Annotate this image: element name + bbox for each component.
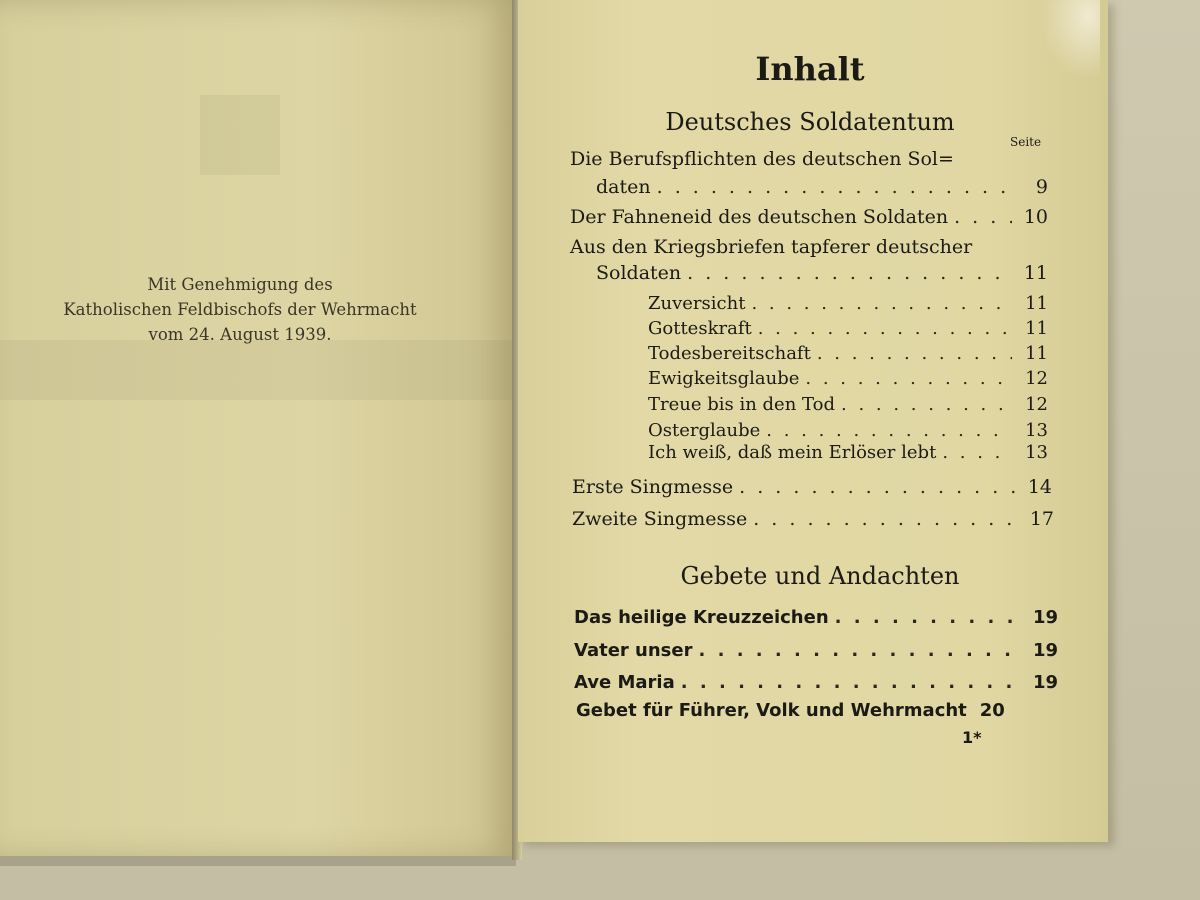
toc-entry-line: Die Berufspflichten des deutschen Sol= [570, 148, 954, 170]
toc-entry-label: Soldaten [596, 262, 682, 284]
leader-dots [817, 343, 1012, 364]
page-column-label: Seite [1010, 135, 1042, 149]
toc-entry-page: 9 [1035, 176, 1048, 198]
toc-entry-page: 11 [1023, 262, 1048, 284]
imprimatur-line: vom 24. August 1939. [148, 325, 332, 344]
toc-entry-label: Erste Singmesse [572, 476, 734, 498]
leader-dots [753, 508, 1018, 530]
toc-subentry-label: Gotteskraft [648, 318, 752, 339]
imprimatur-line: Mit Genehmigung des [147, 275, 333, 294]
toc-entry-line: Aus den Kriegsbriefen tapferer deutscher [570, 236, 973, 258]
toc-subentry [648, 420, 1048, 441]
toc-entry [574, 640, 1058, 661]
section-heading: Deutsches Soldatentum [665, 108, 955, 136]
toc-subentry [648, 293, 1048, 314]
toc-entry-label: Zweite Singmesse [572, 508, 748, 530]
leader-dots [805, 368, 1012, 389]
leader-dots [698, 640, 1022, 661]
toc-subentry-label: Todesbereitschaft [648, 343, 811, 364]
toc-entry [574, 607, 1058, 628]
toc-subentry-page: 12 [1025, 394, 1048, 415]
toc-entry-page: 19 [1032, 672, 1058, 693]
toc-entry-page: 14 [1027, 476, 1052, 498]
toc-subentry-page: 12 [1025, 368, 1048, 389]
toc-subentry-label: Treue bis in den Tod [648, 394, 835, 415]
toc-entry-page: 20 [979, 700, 1005, 721]
toc-entry-label: Der Fahneneid des deutschen Soldaten [570, 206, 949, 228]
toc-entry [570, 206, 1048, 228]
toc-entry-page: 17 [1029, 508, 1054, 530]
toc-entry [576, 700, 1060, 721]
toc-subentry [648, 394, 1048, 415]
contents-title: Inhalt [755, 50, 865, 88]
leader-dots [954, 206, 1012, 228]
toc-entry [596, 176, 1048, 198]
toc-subentry-page: 11 [1025, 293, 1048, 314]
toc-subentry [648, 318, 1048, 339]
toc-entry-page: 10 [1023, 206, 1048, 228]
toc-subentry [648, 442, 1048, 463]
signature-mark: 1* [962, 728, 982, 747]
leader-dots [942, 442, 1012, 463]
toc-entry-label: Ave Maria [574, 672, 675, 693]
toc-subentry [648, 368, 1048, 389]
toc-subentry-label: Osterglaube [648, 420, 761, 441]
toc-subentry-page: 13 [1025, 420, 1048, 441]
toc-subentry-page: 11 [1025, 343, 1048, 364]
toc-entry-label: Vater unser [574, 640, 693, 661]
toc-entry-page: 19 [1032, 607, 1058, 628]
toc-subentry-label: Ich weiß, daß mein Erlöser lebt [648, 442, 937, 463]
leader-dots [687, 262, 1012, 284]
leader-dots [758, 318, 1012, 339]
toc-subentry [648, 343, 1048, 364]
toc-entry [572, 508, 1054, 530]
toc-entry-label: Das heilige Kreuzzeichen [574, 607, 829, 628]
toc-entry-label: Gebet für Führer, Volk und Wehrmacht [576, 700, 967, 721]
toc-entry-label: daten [596, 176, 651, 198]
toc-subentry-page: 13 [1025, 442, 1048, 463]
toc-entry [596, 262, 1048, 284]
imprimatur-line: Katholischen Feldbischofs der Wehrmacht [63, 300, 417, 319]
leader-dots [739, 476, 1016, 498]
section-heading: Gebete und Andachten [680, 562, 960, 590]
leader-dots [841, 394, 1012, 415]
leader-dots [751, 293, 1012, 314]
leader-dots [766, 420, 1012, 441]
toc-subentry-page: 11 [1025, 318, 1048, 339]
toc-entry [574, 672, 1058, 693]
leader-dots [835, 607, 1022, 628]
toc-entry-page: 19 [1032, 640, 1058, 661]
toc-entry [572, 476, 1052, 498]
toc-subentry-label: Ewigkeitsglaube [648, 368, 800, 389]
leader-dots [657, 176, 1012, 198]
leader-dots [681, 672, 1022, 693]
toc-subentry-label: Zuversicht [648, 293, 746, 314]
